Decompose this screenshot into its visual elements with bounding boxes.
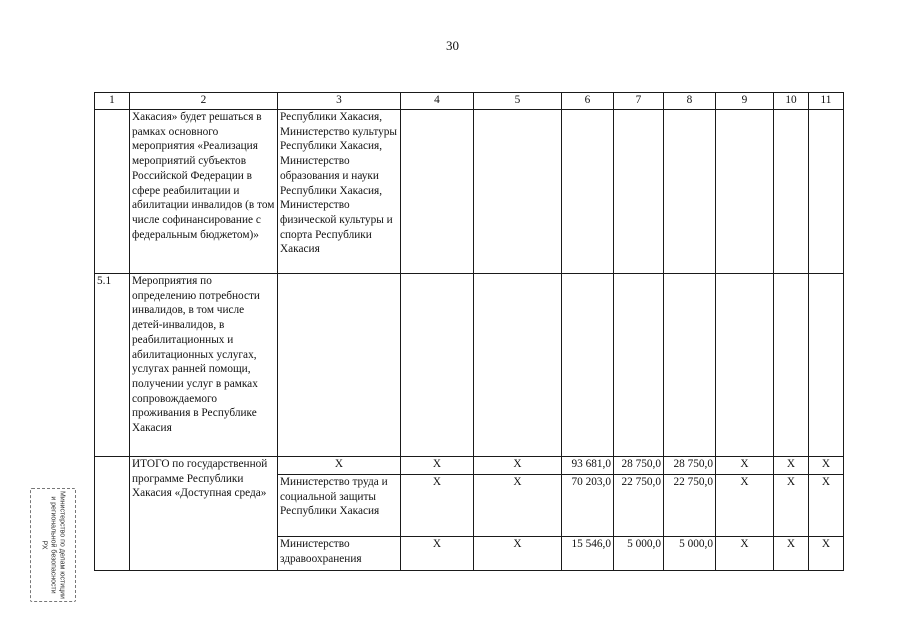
total-col-7: 22 750,0: [614, 475, 664, 537]
total-executor: Министерство здравоохранения: [278, 537, 401, 571]
header-cell-7: 7: [614, 93, 664, 110]
activity-description: Мероприятия по определению потребности инвалидов, в том числе детей-инвалидов, в реабилитационных и абилитационных услугах, услугах ранней помощи, получении услуг в рамках сопровождаемого проживания в Республике Хакасия: [130, 274, 278, 457]
total-col-9: X: [716, 475, 774, 537]
header-cell-10: 10: [774, 93, 809, 110]
empty-cell: [716, 110, 774, 274]
stamp-text: Министерство по делам юстиции и региональной безопасности РХ: [40, 491, 66, 599]
empty-cell: [664, 110, 716, 274]
total-col-7: 5 000,0: [614, 537, 664, 571]
registration-stamp: [30, 488, 76, 602]
program-table: [94, 92, 844, 571]
executors-cell: Республики Хакасия, Министерство культуры Республики Хакасия, Министерство образования и науки Республики Хакасия, Министерство физической культуры и спорта Республики Хакасия: [278, 110, 401, 274]
empty-cell: [474, 110, 562, 274]
header-cell-11: 11: [809, 93, 844, 110]
total-row: [95, 457, 844, 475]
total-col-6: 15 546,0: [562, 537, 614, 571]
header-row: [95, 93, 844, 110]
total-col-5: X: [474, 475, 562, 537]
header-cell-8: 8: [664, 93, 716, 110]
row-number-cell: 5.1: [95, 274, 130, 457]
empty-cell: [809, 110, 844, 274]
total-col-4: X: [401, 457, 474, 475]
empty-cell: [614, 110, 664, 274]
empty-cell: [774, 274, 809, 457]
activity-description: Хакасия» будет решаться в рамках основного мероприятия «Реализация мероприятий субъектов Российской Федерации в сфере реабилитации и абилитации инвалидов (в том числе софинансирование с федеральным бюджетом)»: [130, 110, 278, 274]
total-col-5: X: [474, 457, 562, 475]
total-col-5: X: [474, 537, 562, 571]
empty-cell: [562, 110, 614, 274]
total-col-8: 22 750,0: [664, 475, 716, 537]
empty-cell: [774, 110, 809, 274]
total-col-10: X: [774, 475, 809, 537]
total-col-9: X: [716, 457, 774, 475]
header-cell-4: 4: [401, 93, 474, 110]
table-row: [95, 110, 844, 274]
empty-cell: [562, 274, 614, 457]
header-cell-5: 5: [474, 93, 562, 110]
total-col-11: X: [809, 457, 844, 475]
total-col-4: X: [401, 475, 474, 537]
total-col-8: 5 000,0: [664, 537, 716, 571]
row-number-cell: [95, 457, 130, 571]
header-cell-3: 3: [278, 93, 401, 110]
empty-cell: [614, 274, 664, 457]
header-cell-6: 6: [562, 93, 614, 110]
empty-cell: [401, 110, 474, 274]
empty-cell: [278, 274, 401, 457]
total-col-7: 28 750,0: [614, 457, 664, 475]
empty-cell: [809, 274, 844, 457]
empty-cell: [401, 274, 474, 457]
empty-cell: [474, 274, 562, 457]
header-cell-9: 9: [716, 93, 774, 110]
total-label: ИТОГО по государственной программе Республики Хакасия «Доступная среда»: [130, 457, 278, 571]
total-col-11: X: [809, 475, 844, 537]
page-number: 30: [446, 38, 459, 53]
header-cell-1: 1: [95, 93, 130, 110]
total-executor: X: [278, 457, 401, 475]
total-col-8: 28 750,0: [664, 457, 716, 475]
total-col-4: X: [401, 537, 474, 571]
total-executor: Министерство труда и социальной защиты Республики Хакасия: [278, 475, 401, 537]
total-col-11: X: [809, 537, 844, 571]
empty-cell: [664, 274, 716, 457]
table-row: [95, 274, 844, 457]
empty-cell: [716, 274, 774, 457]
total-col-9: X: [716, 537, 774, 571]
total-col-6: 70 203,0: [562, 475, 614, 537]
total-col-6: 93 681,0: [562, 457, 614, 475]
row-number-cell: [95, 110, 130, 274]
total-col-10: X: [774, 537, 809, 571]
total-col-10: X: [774, 457, 809, 475]
header-cell-2: 2: [130, 93, 278, 110]
